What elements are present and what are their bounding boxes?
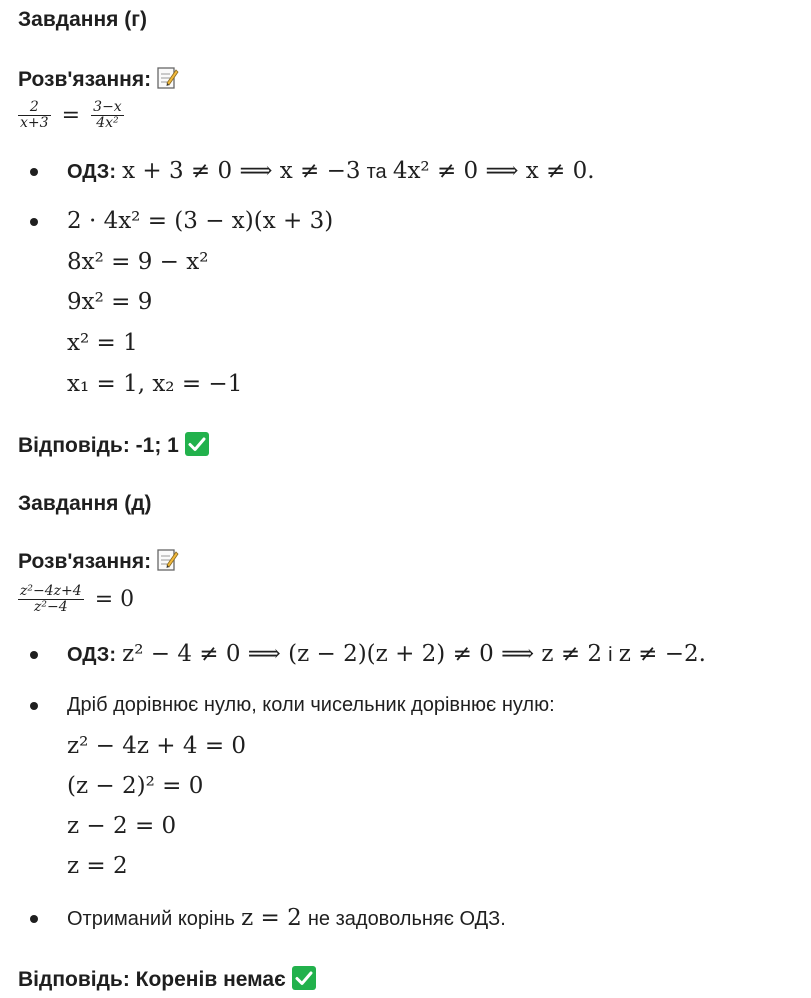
fraction-numerator: 2 — [29, 99, 39, 115]
fraction-numerator: z²−4z+4 — [20, 583, 82, 599]
task-d-answer-row — [18, 966, 811, 998]
task-g-step: 2 · 4x² = (3 − x)(x + 3) — [67, 208, 334, 234]
bullet-dot — [30, 218, 38, 226]
odz-math: 4x² ≠ 0 ⟹ x ≠ 0. — [392, 158, 595, 184]
task-g-solution-label-row — [18, 66, 811, 98]
root-text: Отриманий корінь — [67, 908, 235, 930]
odz-label: ОДЗ: — [67, 644, 116, 666]
task-g-answer: Відповідь: -1; 1 — [18, 434, 179, 457]
root-text: не задовольняє ОДЗ. — [307, 908, 506, 930]
task-g-step: 9x² = 9 — [67, 289, 153, 315]
task-g-odz-line — [67, 156, 595, 187]
fraction-denominator: 4x² — [91, 115, 124, 131]
fraction-denominator: z²−4 — [18, 599, 84, 615]
task-d-solution-label: Розв'язання: — [18, 550, 152, 573]
task-d-answer: Відповідь: Коренів немає — [18, 968, 286, 991]
bullet-dot — [30, 168, 38, 176]
task-g-step: x² = 1 — [67, 330, 138, 356]
task-d-solution-label-row — [18, 548, 811, 580]
memo-icon — [157, 548, 179, 580]
equals-sign: = — [61, 103, 81, 128]
task-d-equation — [18, 584, 134, 624]
check-mark-icon — [292, 966, 316, 998]
odz-math: z ≠ −2. — [618, 641, 706, 667]
task-g-equation — [18, 100, 124, 140]
bullet-dot — [30, 702, 38, 710]
odz-conjunction: і — [608, 644, 613, 666]
equation-rhs: = 0 — [94, 587, 135, 612]
task-g-answer-row — [18, 432, 811, 464]
task-g-step: 8x² = 9 − x² — [67, 249, 209, 275]
task-g-heading: Завдання (г) — [18, 8, 147, 31]
task-g-step: x₁ = 1, x₂ = −1 — [67, 371, 243, 397]
root-math: z = 2 — [241, 905, 302, 931]
fraction-right — [91, 100, 124, 131]
odz-math: z² − 4 ≠ 0 ⟹ (z − 2)(z + 2) ≠ 0 ⟹ z ≠ 2 — [122, 641, 603, 667]
fraction-numerator: 3−x — [93, 99, 122, 115]
odz-label: ОДЗ: — [67, 161, 116, 183]
task-d-step: z² − 4z + 4 = 0 — [67, 733, 247, 759]
check-mark-icon — [185, 432, 209, 464]
fraction-left — [18, 100, 51, 131]
root-check-line — [67, 903, 506, 934]
fraction-denominator: x+3 — [20, 115, 49, 131]
bullet-dot — [30, 651, 38, 659]
task-d-step: z = 2 — [67, 853, 128, 879]
task-d-odz-line — [67, 639, 706, 670]
task-d-step: (z − 2)² = 0 — [67, 773, 204, 799]
task-d-step: z − 2 = 0 — [67, 813, 177, 839]
odz-conjunction: та — [366, 161, 387, 183]
task-d-heading: Завдання (д) — [18, 492, 152, 515]
bullet-dot — [30, 915, 38, 923]
fraction-rule-text: Дріб дорівнює нулю, коли чисельник дорівнює нулю: — [67, 694, 555, 716]
fraction — [18, 584, 84, 615]
task-g-solution-label: Розв'язання: — [18, 68, 152, 91]
memo-icon — [157, 66, 179, 98]
odz-math: x + 3 ≠ 0 ⟹ x ≠ −3 — [122, 158, 361, 184]
